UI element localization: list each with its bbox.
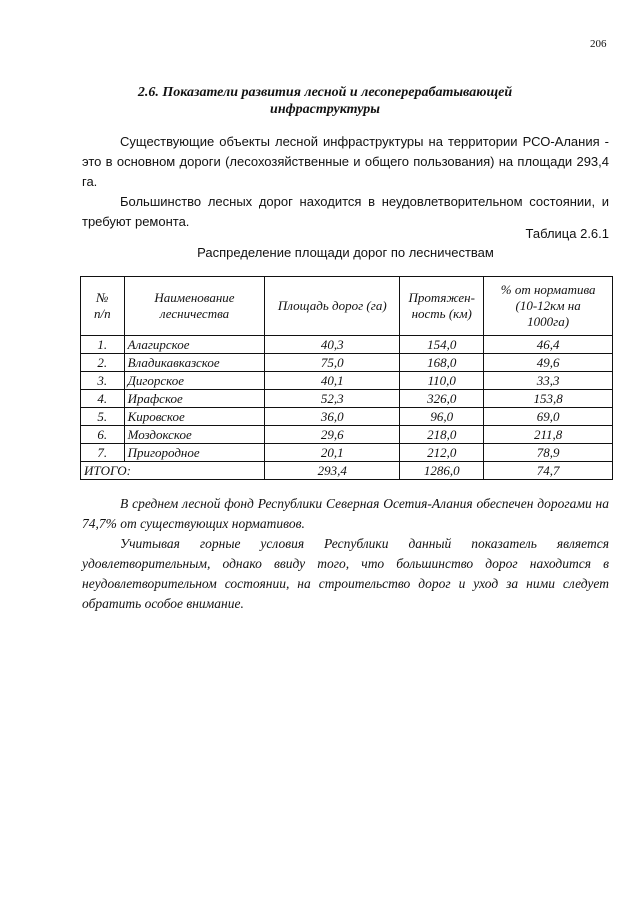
cell-num: 5. xyxy=(81,408,125,426)
cell-num: 6. xyxy=(81,426,125,444)
cell-area: 52,3 xyxy=(265,390,400,408)
total-length: 1286,0 xyxy=(400,462,484,480)
cell-area: 75,0 xyxy=(265,354,400,372)
roads-table xyxy=(80,276,613,480)
cell-percent: 33,3 xyxy=(484,372,613,390)
total-percent: 74,7 xyxy=(484,462,613,480)
cell-length: 212,0 xyxy=(400,444,484,462)
section-heading-line-2: инфраструктуры xyxy=(270,102,380,117)
header-percent-line-1: % от норматива xyxy=(500,282,596,297)
cell-name: Ирафское xyxy=(124,390,265,408)
cell-percent: 78,9 xyxy=(484,444,613,462)
cell-length: 326,0 xyxy=(400,390,484,408)
table-label: Таблица 2.6.1 xyxy=(525,226,609,241)
header-area: Площадь дорог (га) xyxy=(265,277,400,336)
header-num xyxy=(81,277,125,336)
header-length-line-2: ность (км) xyxy=(411,306,472,321)
cell-percent: 69,0 xyxy=(484,408,613,426)
cell-name: Пригородное xyxy=(124,444,265,462)
cell-length: 110,0 xyxy=(400,372,484,390)
table-header-row xyxy=(81,277,613,336)
cell-name: Алагирское xyxy=(124,336,265,354)
cell-area: 36,0 xyxy=(265,408,400,426)
cell-area: 29,6 xyxy=(265,426,400,444)
header-percent-line-3: 1000га) xyxy=(527,314,570,329)
cell-area: 40,3 xyxy=(265,336,400,354)
paragraph-average-coverage: В среднем лесной фонд Республики Северная Осетия-Алания обеспечен дорогами на 74,7% от существующих нормативов. xyxy=(82,496,609,531)
paragraph-infrastructure: Существующие объекты лесной инфраструктуры на территории РСО-Алания - это в основном дороги (лесохозяйственные и общего пользования) на площади 293,4 га. xyxy=(82,134,609,189)
cell-percent: 46,4 xyxy=(484,336,613,354)
table-row xyxy=(81,444,613,462)
paragraph-road-condition: Большинство лесных дорог находится в неудовлетворительном состоянии, и требуют ремонта. xyxy=(82,194,609,229)
header-percent xyxy=(484,277,613,336)
section-heading xyxy=(100,84,550,118)
header-num-line-2: п/п xyxy=(93,306,111,321)
header-percent-line-2: (10-12км на xyxy=(515,298,581,313)
total-label: ИТОГО: xyxy=(81,462,265,480)
cell-num: 1. xyxy=(81,336,125,354)
page-number: 206 xyxy=(590,38,607,50)
table-row xyxy=(81,336,613,354)
cell-area: 20,1 xyxy=(265,444,400,462)
section-heading-line-1: 2.6. Показатели развития лесной и лесоперерабатывающей xyxy=(137,85,513,100)
cell-length: 218,0 xyxy=(400,426,484,444)
header-length xyxy=(400,277,484,336)
cell-num: 4. xyxy=(81,390,125,408)
table-row xyxy=(81,372,613,390)
header-name-line-2: лесничества xyxy=(159,306,230,321)
header-length-line-1: Протяжен- xyxy=(408,290,475,305)
table-total-row xyxy=(81,462,613,480)
cell-num: 2. xyxy=(81,354,125,372)
cell-name: Моздокское xyxy=(124,426,265,444)
table-row xyxy=(81,390,613,408)
cell-length: 96,0 xyxy=(400,408,484,426)
cell-percent: 211,8 xyxy=(484,426,613,444)
table-row xyxy=(81,354,613,372)
header-name xyxy=(124,277,265,336)
cell-name: Владикавказское xyxy=(124,354,265,372)
header-name-line-1: Наименование xyxy=(154,290,235,305)
cell-area: 40,1 xyxy=(265,372,400,390)
cell-length: 168,0 xyxy=(400,354,484,372)
cell-num: 7. xyxy=(81,444,125,462)
cell-num: 3. xyxy=(81,372,125,390)
header-num-line-1: № xyxy=(96,290,109,305)
cell-percent: 153,8 xyxy=(484,390,613,408)
table-caption: Распределение площади дорог по лесничествам xyxy=(197,245,494,260)
table-row xyxy=(81,426,613,444)
table-row xyxy=(81,408,613,426)
total-area: 293,4 xyxy=(265,462,400,480)
paragraph-conclusion: Учитывая горные условия Республики данный показатель является удовлетворительным, однако ввиду того, что большинство дорог находится в неудовлетворительном состоянии, на строительство дорог и уход за ними следует обратить особое внимание. xyxy=(82,536,609,611)
cell-percent: 49,6 xyxy=(484,354,613,372)
cell-length: 154,0 xyxy=(400,336,484,354)
cell-name: Дигорское xyxy=(124,372,265,390)
cell-name: Кировское xyxy=(124,408,265,426)
